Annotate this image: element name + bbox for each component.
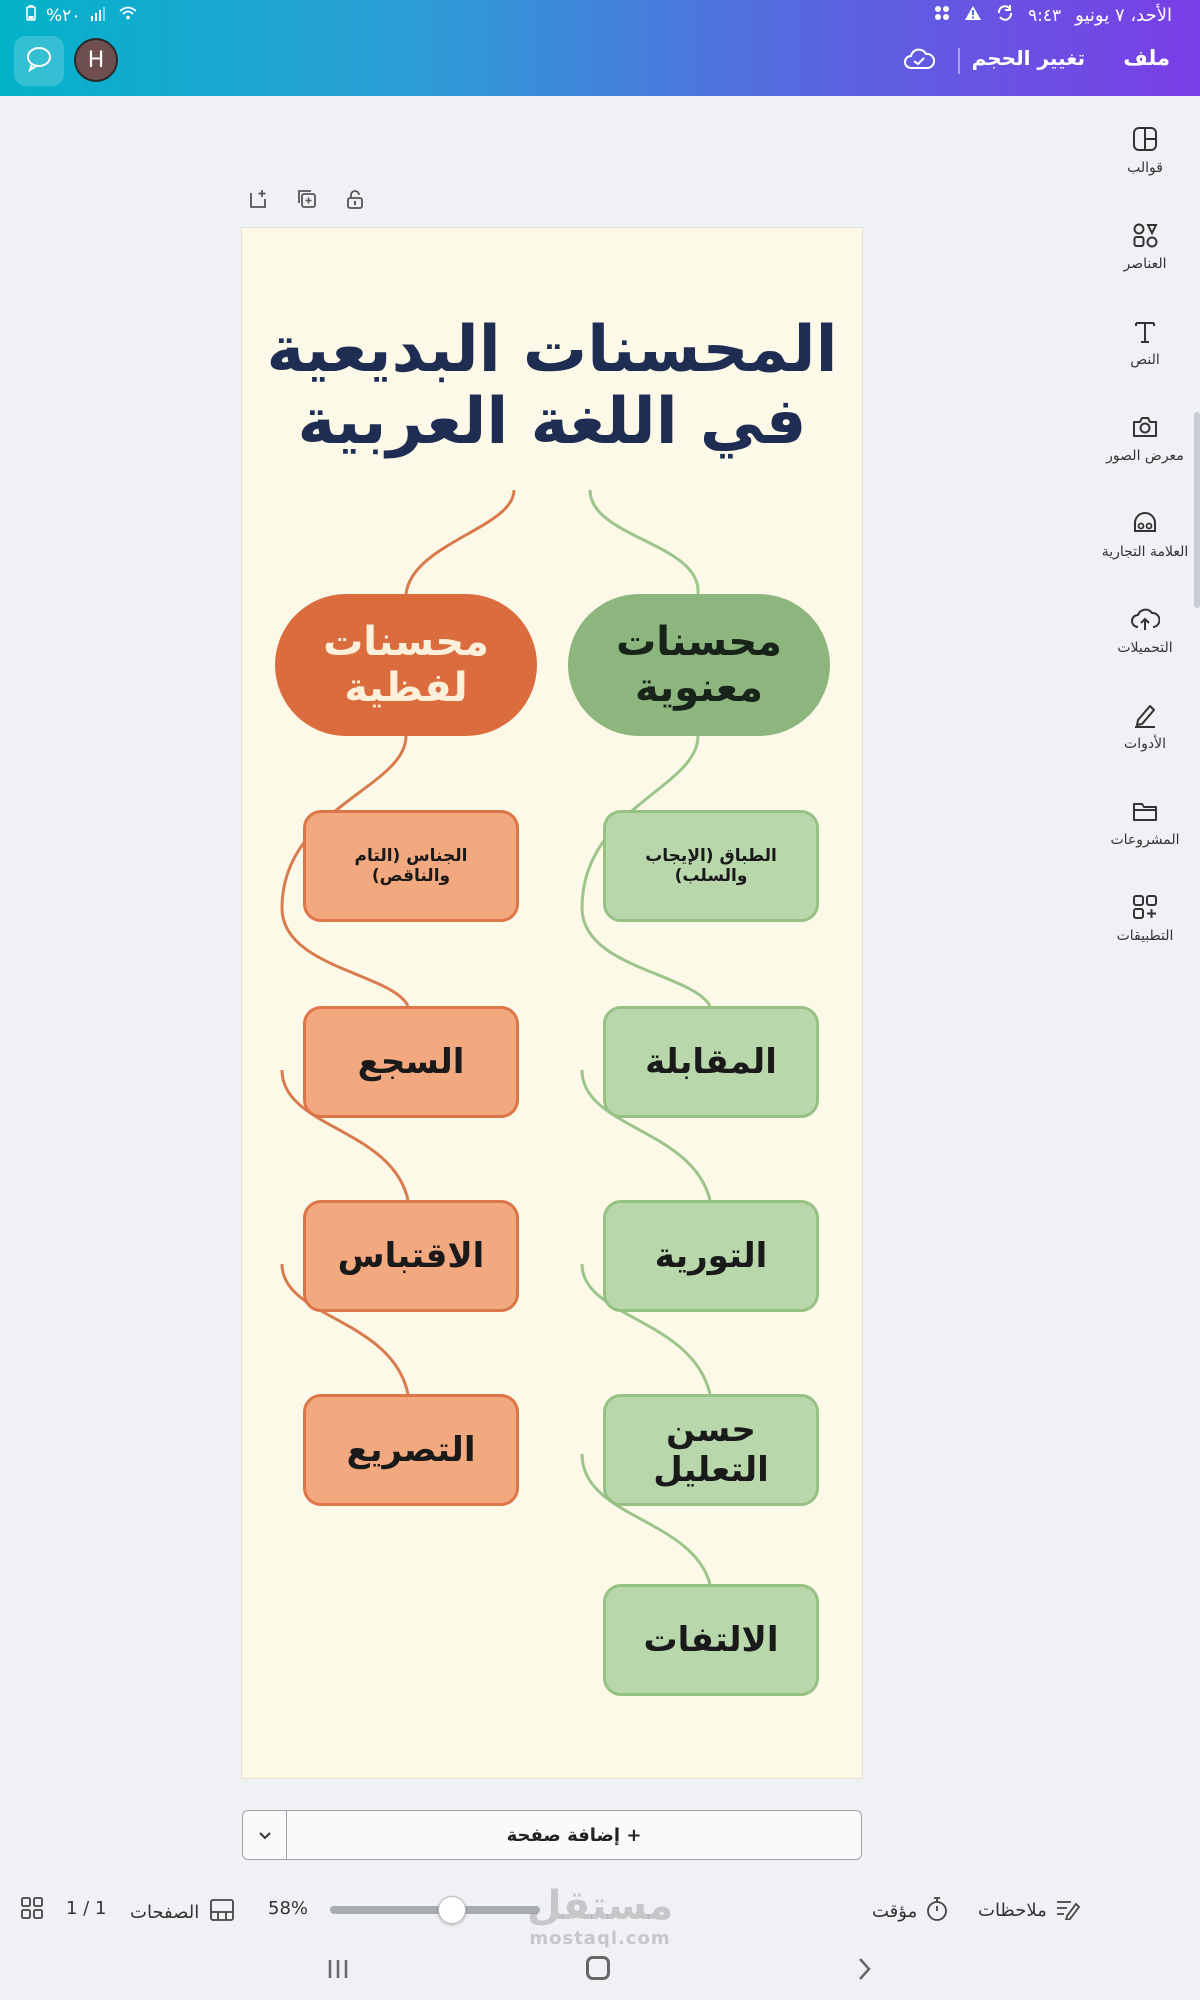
page-options-button[interactable]: [243, 1811, 287, 1859]
cloud-saved-button[interactable]: [900, 42, 938, 80]
pill-line: لفظية: [344, 665, 468, 711]
item-box-tawriya[interactable]: [603, 1200, 819, 1312]
apps-icon: [1128, 892, 1162, 922]
status-time: ٩:٤٣: [1028, 5, 1062, 26]
sidebar-label: النص: [1130, 352, 1160, 368]
templates-icon: [1128, 124, 1162, 154]
add-page-bar: [242, 1810, 862, 1860]
brand-icon: [1128, 508, 1162, 538]
item-box-tibaq[interactable]: [603, 810, 819, 922]
chevron-right-icon: [854, 1956, 874, 1982]
wifi-icon: [118, 5, 138, 26]
battery-percent: %٢٠: [46, 5, 81, 26]
status-date: الأحد، ٧ يونيو: [1075, 5, 1172, 26]
sidebar-label: المشروعات: [1110, 832, 1180, 848]
title-line: المحسنات البديعية: [266, 313, 838, 387]
grid-icon: [20, 1896, 44, 1920]
sidebar-item-elements[interactable]: [1090, 192, 1200, 272]
sidebar-scrollbar[interactable]: [1194, 412, 1200, 608]
item-box-husn-taalil[interactable]: [603, 1394, 819, 1506]
add-note-icon: [248, 188, 270, 214]
sidebar-item-tools[interactable]: [1090, 672, 1200, 752]
battery-icon: [26, 5, 36, 26]
box-line: السجع: [357, 1042, 465, 1082]
page-title[interactable]: [242, 314, 862, 458]
page-tools: [246, 188, 368, 214]
status-left: [26, 5, 138, 26]
box-line: الطباق (الإيجاب: [645, 846, 777, 866]
notes-button[interactable]: [978, 1896, 1081, 1925]
upload-cloud-icon: [1128, 604, 1162, 634]
timer-label: مؤقت: [872, 1901, 918, 1922]
sync-icon: [996, 4, 1014, 27]
zoom-level[interactable]: 58%: [268, 1898, 309, 1919]
box-line: حسن التعليل: [653, 1410, 769, 1490]
home-button[interactable]: [586, 1956, 610, 1980]
verbal-enhancements-header[interactable]: [275, 594, 537, 736]
signal-icon: [90, 6, 108, 26]
pill-line: معنوية: [634, 665, 764, 711]
box-line: المقابلة: [645, 1042, 777, 1082]
sidebar-label: العلامة التجارية: [1101, 544, 1189, 560]
box-line: التورية: [654, 1236, 768, 1276]
grid-view-button[interactable]: [20, 1896, 44, 1920]
pages-label: الصفحات: [130, 1902, 200, 1923]
unlock-icon: [344, 188, 366, 214]
elements-icon: [1128, 220, 1162, 250]
sidebar-label: الأدوات: [1124, 736, 1166, 752]
box-line: الالتفات: [643, 1620, 779, 1660]
watermark-latin: mostaql.com: [529, 1928, 671, 1949]
sidebar-label: التحميلات: [1117, 640, 1173, 656]
sidebar-item-brand[interactable]: [1090, 480, 1200, 560]
sidebar-label: العناصر: [1123, 256, 1167, 272]
pages-icon: [209, 1898, 235, 1927]
chevron-down-icon: [258, 1826, 272, 1845]
sidebar-item-apps[interactable]: [1090, 864, 1200, 944]
pages-button[interactable]: [130, 1898, 235, 1927]
status-bar: [0, 0, 1200, 30]
header-divider: [958, 48, 960, 74]
semantic-enhancements-header[interactable]: [568, 594, 830, 736]
title-line: في اللغة العربية: [297, 385, 807, 459]
connector-line: [406, 490, 514, 594]
connector-line: [590, 490, 698, 594]
item-box-iltifat[interactable]: [603, 1584, 819, 1696]
page-count: 1 / 1: [66, 1898, 107, 1919]
warning-icon: [964, 5, 982, 26]
zoom-slider-knob[interactable]: [438, 1896, 466, 1924]
comments-button[interactable]: [14, 36, 64, 86]
duplicate-page-button[interactable]: [294, 188, 320, 214]
sidebar-label: التطبيقات: [1116, 928, 1174, 944]
zoom-slider-fill: [330, 1906, 540, 1914]
pen-icon: [1128, 700, 1162, 730]
item-box-jinas[interactable]: [303, 810, 519, 922]
sidebar-item-projects[interactable]: [1090, 768, 1200, 848]
cloud-check-icon: [903, 47, 935, 75]
status-right: [934, 4, 1172, 27]
box-line: والناقص): [371, 866, 451, 886]
sidebar-label: معرض الصور: [1106, 448, 1184, 464]
item-box-muqabala[interactable]: [603, 1006, 819, 1118]
box-line: التصريع: [346, 1430, 476, 1470]
recent-apps-button[interactable]: [326, 1958, 350, 1980]
avatar[interactable]: H: [74, 38, 118, 82]
zoom-slider[interactable]: [330, 1906, 540, 1914]
stopwatch-icon: [925, 1896, 949, 1927]
watermark-arabic: مستقل: [526, 1883, 674, 1929]
pill-line: محسنات: [616, 619, 782, 665]
item-box-tasri[interactable]: [303, 1394, 519, 1506]
recent-apps-icon: [326, 1958, 350, 1980]
sidebar-label: قوالب: [1127, 160, 1163, 176]
folder-icon: [1128, 796, 1162, 826]
connector-lines: [242, 228, 862, 1778]
resize-button[interactable]: تغيير الحجم: [971, 46, 1085, 70]
top-bar: [0, 0, 1200, 96]
back-button[interactable]: [854, 1956, 874, 1982]
sidebar-item-photos[interactable]: [1090, 384, 1200, 464]
sidebar-item-uploads[interactable]: [1090, 576, 1200, 656]
editor-header: [0, 30, 1200, 96]
item-box-saj[interactable]: [303, 1006, 519, 1118]
pill-line: محسنات: [323, 619, 489, 665]
text-icon: [1128, 316, 1162, 346]
design-page[interactable]: [242, 228, 862, 1778]
add-page-tool-button[interactable]: [246, 188, 272, 214]
sidebar-item-text[interactable]: [1090, 288, 1200, 368]
camera-icon: [1128, 412, 1162, 442]
notes-icon: [1055, 1896, 1081, 1925]
apps-grid-status-icon: [934, 5, 950, 26]
speech-bubble-icon: [25, 45, 53, 77]
duplicate-icon: [296, 188, 318, 214]
sidebar-item-templates[interactable]: [1090, 96, 1200, 176]
box-line: والسلب): [674, 866, 748, 886]
item-box-iqtibas[interactable]: [303, 1200, 519, 1312]
timer-button[interactable]: [872, 1896, 949, 1927]
add-page-button[interactable]: + إضافة صفحة: [506, 1824, 642, 1846]
system-nav-bar: [0, 1940, 1200, 2000]
file-menu-button[interactable]: ملف: [1123, 46, 1170, 70]
box-line: الاقتباس: [337, 1236, 485, 1276]
lock-page-button[interactable]: [342, 188, 368, 214]
notes-label: ملاحظات: [978, 1900, 1047, 1921]
box-line: الجناس (التام: [354, 846, 468, 866]
